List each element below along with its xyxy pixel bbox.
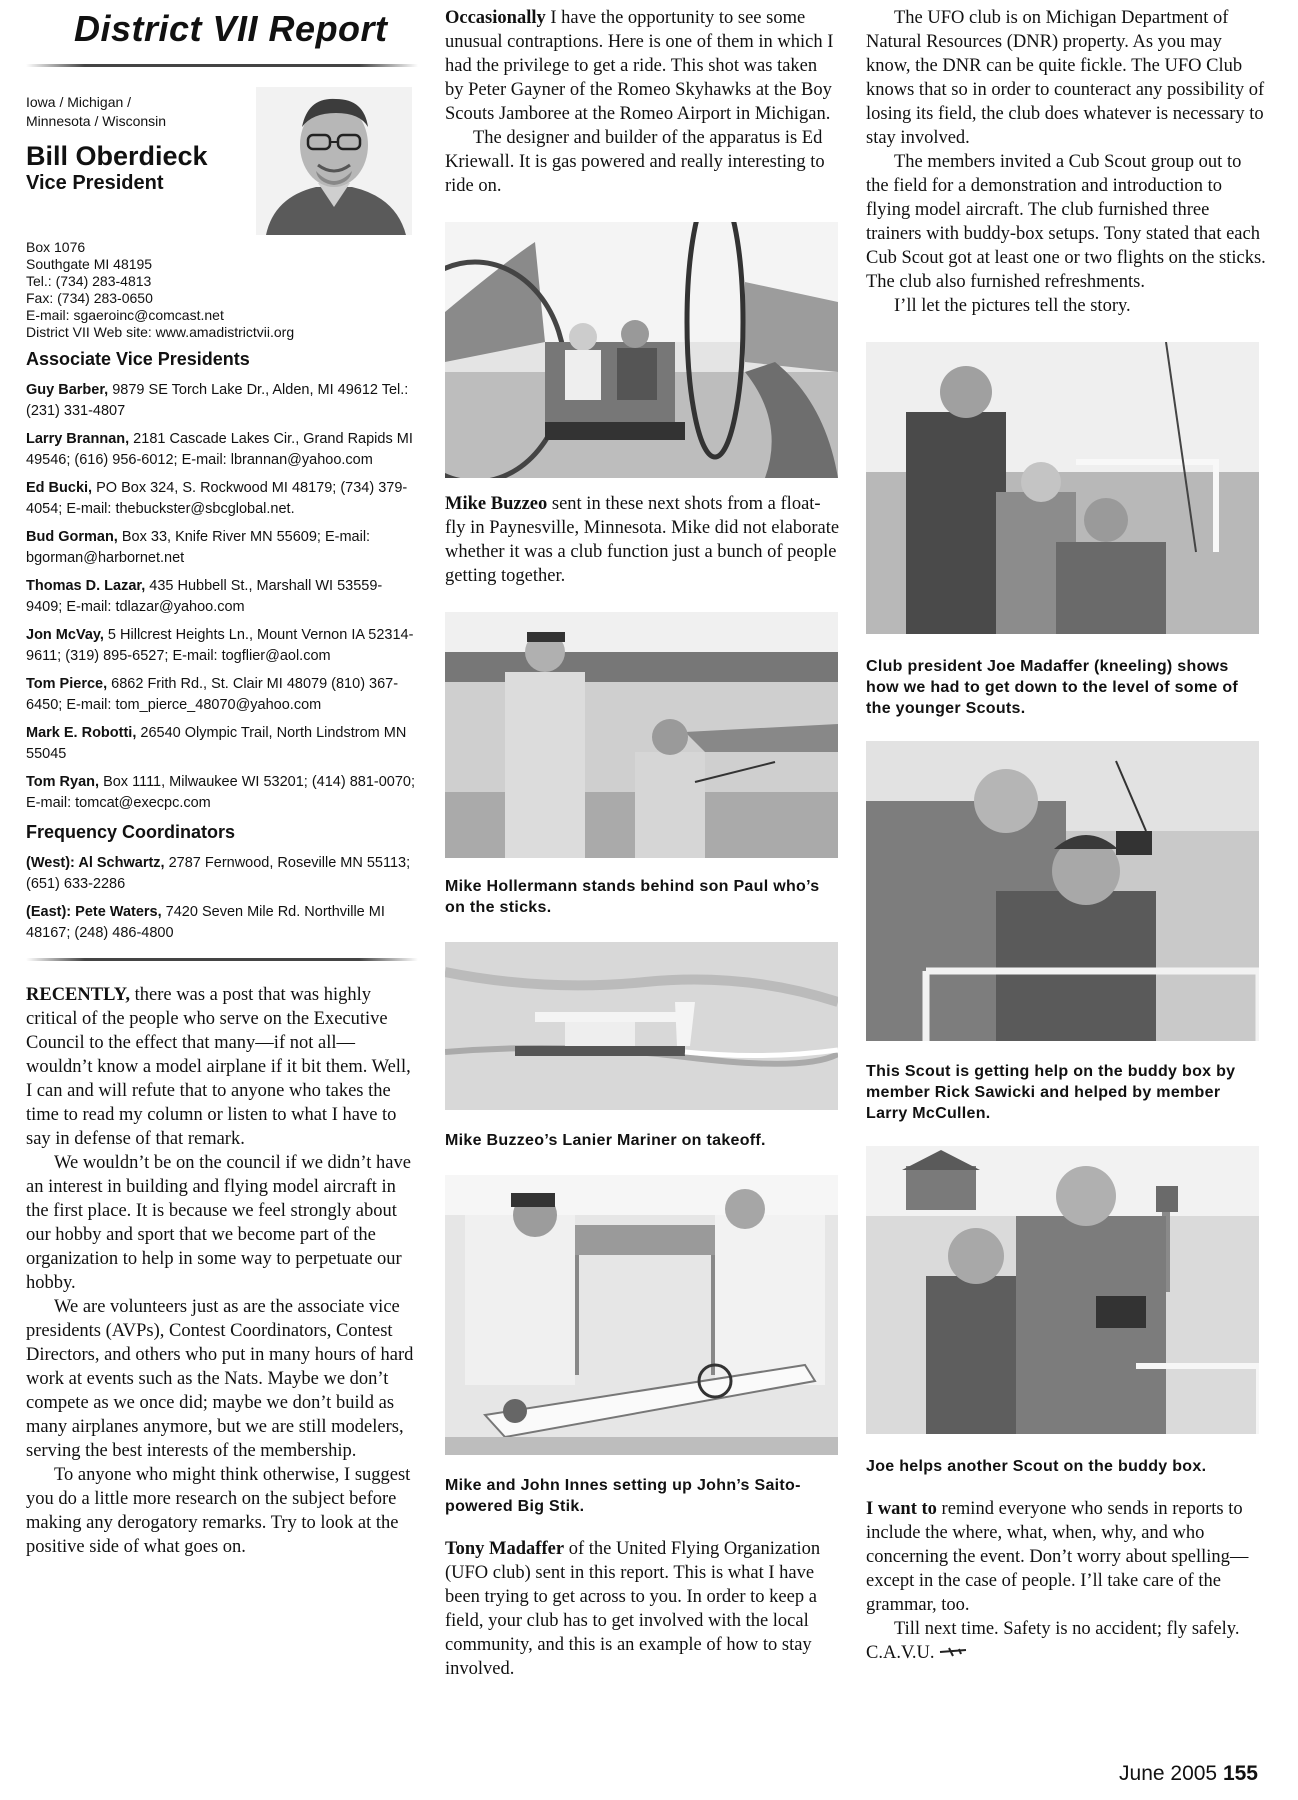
avp-entry: Jon McVay, 5 Hillcrest Heights Ln., Mount Vernon IA 52314-9611; (319) 895-6527; E-mail: togflier@aol.com (26, 627, 414, 664)
issue-date: June 2005 (1119, 1762, 1218, 1785)
contraption-photo (445, 222, 838, 478)
float-fly-photo (445, 612, 838, 858)
article-text-middle-2: Mike Buzzeo sent in these next shots from a float-fly in Paynesville, Minnesota. Mike did not elaborate whether it was a club function just a bunch of people getting together. (445, 494, 840, 586)
scouts-photo-3 (866, 1146, 1259, 1434)
big-stik-photo (445, 1175, 838, 1455)
article-text-middle-top: Occasionally I have the opportunity to see some unusual contraptions. Here is one of them in which I had the privilege to get a ride. This shot was taken by Peter Gayner of the Romeo Skyhawks at the Boy Scouts Jamboree at the Romeo Airport in Michigan. The designer and builder of the apparatus is Ed Kriewall. It is gas powered and really interesting to ride on. (445, 8, 834, 196)
avp-list (26, 380, 418, 814)
portrait-photo (256, 87, 412, 235)
officer-email: E-mail: sgaeroinc@comcast.net (26, 307, 224, 323)
article-text-left: RECENTLY, there was a post that was highly critical of the people who serve on the Executive Council to the effect that many—if not all—wouldn’t know a model airplane if it bit them. Well, I can and will refute that to anyone who takes the time to read my column or listen to what I have to say in defense of that remark. We wouldn’t be on the council if we didn’t have an interest in building and flying model aircraft in the first place. It is because we feel strongly about our hobby and sport that we become part of the organization to help in some way to perpetuate our hobby. We are volunteers just as are the associate vice presidents (AVPs), Contest Coordinators, Contest Directors, and others who put in many hours of hard work at events such as the Nats. Maybe we don’t compete as we once did; maybe we don’t build as many airplanes anymore, but we are still modelers, serving the best interests of the membership. To anyone who might think otherwise, I suggest you do a little more research on the subject before making any derogatory remarks. Try to look at the positive side of what goes on. (26, 985, 414, 1557)
article-text-middle-3: Tony Madaffer of the United Flying Organization (UFO club) sent in this report. This is what I have been trying to get across to you. In order to keep a field, your club has to get involved with the local community, and this is an example of how to stay involved. (445, 1539, 821, 1679)
section-title: District VII Report (74, 8, 388, 49)
freq-entry: (West): Al Schwartz, 2787 Fernwood, Roseville MN 55113; (651) 633-2286 (26, 855, 411, 892)
airplane-icon (939, 1646, 967, 1658)
avp-entry: Tom Pierce, 6862 Frith Rd., St. Clair MI 48079 (810) 367-6450; E-mail: tom_pierce_48070@yahoo.com (26, 676, 399, 713)
divider (26, 958, 418, 961)
avp-entry: Ed Bucki, PO Box 324, S. Rockwood MI 48179; (734) 379-4054; E-mail: thebuckster@sbcglobal.net. (26, 480, 408, 517)
page-footer (1119, 1762, 1258, 1786)
column-left (26, 0, 418, 1559)
page-number: 155 (1222, 1762, 1258, 1785)
photo-caption: Mike Buzzeo’s Lanier Mariner on takeoff. (445, 1132, 766, 1149)
article-text-right-top: The UFO club is on Michigan Department of Natural Resources (DNR) property. As you may know, the DNR can be quite fickle. The UFO Club knows that so in order to counteract any possibility of losing its field, the club does whatever is necessary to stay involved. The members invited a Cub Scout group out to the field for a demonstration and introduction to flying model aircraft. The club furnished three trainers with buddy-box setups. Tony stated that each Cub Scout got at least one or two flights on the sticks. The club also furnished refreshments. I’ll let the pictures tell the story. (866, 8, 1266, 316)
officer-name: Bill Oberdieck (26, 141, 208, 171)
avp-entry: Larry Brannan, 2181 Cascade Lakes Cir., Grand Rapids MI 49546; (616) 956-6012; E-mail: lbrannan@yahoo.com (26, 431, 413, 468)
avp-entry: Tom Ryan, Box 1111, Milwaukee WI 53201; (414) 881-0070; E-mail: tomcat@execpc.com (26, 774, 416, 811)
avp-entry: Mark E. Robotti, 26540 Olympic Trail, North Lindstrom MN 55045 (26, 725, 407, 762)
avp-entry: Guy Barber, 9879 SE Torch Lake Dr., Alden, MI 49612 Tel.: (231) 331-4807 (26, 382, 409, 419)
photo-caption: Joe helps another Scout on the buddy box. (866, 1458, 1207, 1475)
freq-entry: (East): Pete Waters, 7420 Seven Mile Rd. Northville MI 48167; (248) 486-4800 (26, 904, 385, 941)
seaplane-photo (445, 942, 838, 1110)
scouts-photo-1 (866, 342, 1259, 634)
divider (26, 64, 418, 67)
photo-caption: Mike Hollermann stands behind son Paul who’s on the sticks. (445, 878, 820, 916)
photo-caption: Club president Joe Madaffer (kneeling) shows how we had to get down to the level of some of the younger Scouts. (866, 658, 1239, 717)
column-middle (445, 0, 840, 1681)
scouts-photo-2 (866, 741, 1259, 1041)
freq-heading: Frequency Coordinators (26, 822, 236, 842)
photo-caption: Mike and John Innes setting up John’s Saito-powered Big Stik. (445, 1477, 801, 1515)
column-right (866, 0, 1266, 1665)
photo-caption: This Scout is getting help on the buddy box by member Rick Sawicki and helped by member Larry McCullen. (866, 1063, 1236, 1122)
officer-contact: Box 1076 Southgate MI 48195 Tel.: (734) 283-4813 Fax: (734) 283-0650 E-mail: sgaeroinc@comcast.net District VII Web site: www.amadistrictvii.org (26, 239, 418, 341)
district-states: Iowa / Michigan / Minnesota / Wisconsin (26, 94, 167, 129)
avp-entry: Bud Gorman, Box 33, Knife River MN 55609; E-mail: bgorman@harbornet.net (26, 529, 371, 566)
officer-role: Vice President (26, 172, 164, 194)
article-text-right-bottom: I want to remind everyone who sends in reports to include the where, what, when, why, and who concerning the event. Don’t worry about spelling—except in the case of people. I’ll take care of the grammar, too. Till next time. Safety is no accident; fly safely. C.A.V.U. (866, 1499, 1249, 1663)
avp-entry: Thomas D. Lazar, 435 Hubbell St., Marshall WI 53559-9409; E-mail: tdlazar@yahoo.com (26, 578, 383, 615)
avp-heading: Associate Vice Presidents (26, 349, 250, 369)
freq-list (26, 853, 418, 944)
officer-website: District VII Web site: www.amadistrictvii.org (26, 324, 295, 340)
officer-block (26, 87, 418, 227)
